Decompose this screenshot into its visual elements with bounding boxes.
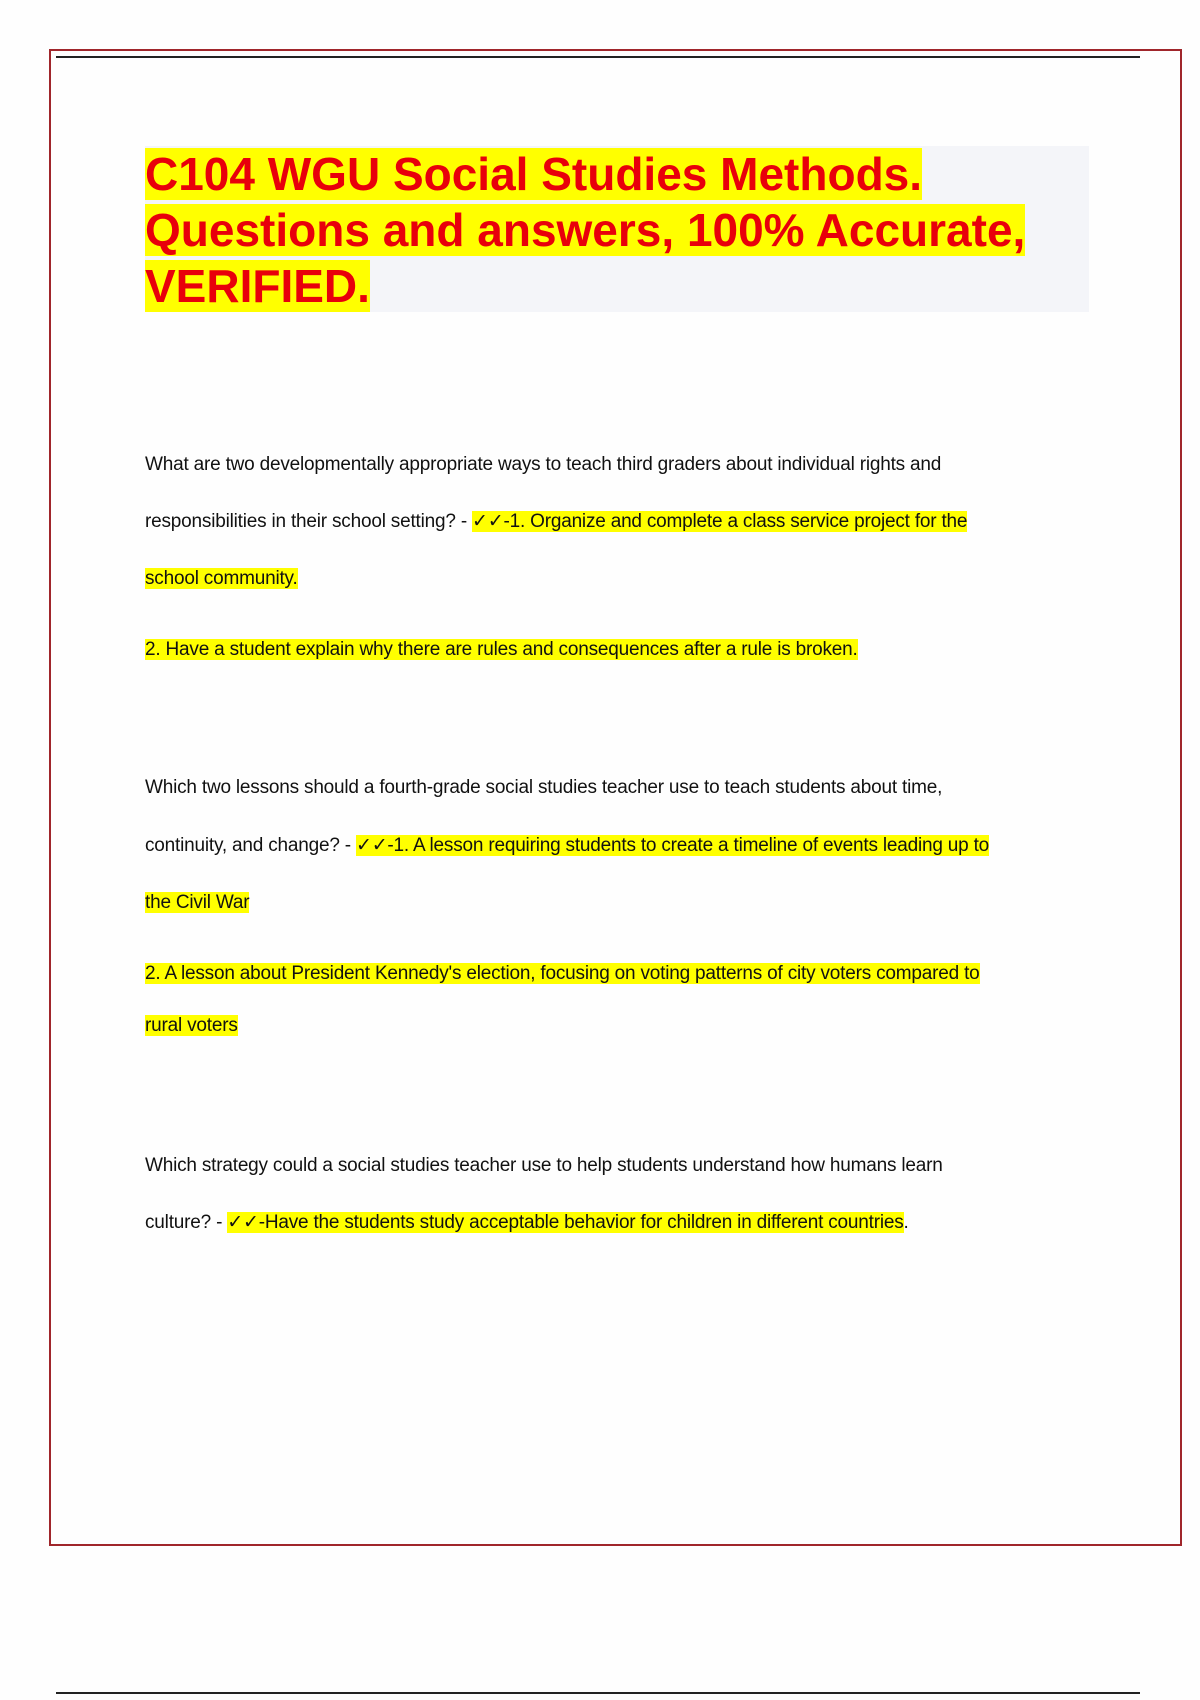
question-1-text: What are two developmentally appropriate ways to teach third graders about individual rights and bbox=[145, 454, 942, 475]
top-rule bbox=[56, 56, 1140, 58]
bottom-rule bbox=[56, 1692, 1140, 1694]
question-2-text: Which two lessons should a fourth-grade social studies teacher use to teach students about time, bbox=[145, 777, 943, 798]
answer-3: ✓✓-Have the students study acceptable behavior for children in different countries bbox=[227, 1212, 904, 1233]
document-title-line-2: Questions and answers, 100% Accurate, bbox=[145, 204, 1026, 256]
answer-1-cont: school community. bbox=[145, 568, 298, 589]
answer-2-cont: the Civil War bbox=[145, 892, 250, 913]
answer-2-item-2: 2. A lesson about President Kennedy's election, focusing on voting patterns of city voters compared to bbox=[145, 963, 980, 984]
question-3-text: Which strategy could a social studies teacher use to help students understand how humans learn bbox=[145, 1155, 943, 1176]
answer-2-item-2-cont: rural voters bbox=[145, 1015, 238, 1036]
document-title-line-1: C104 WGU Social Studies Methods. bbox=[145, 148, 923, 200]
answer-1: ✓✓-1. Organize and complete a class service project for the bbox=[472, 511, 968, 532]
question-2-text-cont: continuity, and change? - ✓✓-1. A lesson requiring students to create a timeline of events leading up to bbox=[145, 835, 990, 856]
document-title-line-3: VERIFIED. bbox=[145, 260, 370, 312]
question-3-text-cont: culture? - ✓✓-Have the students study acceptable behavior for children in different countries. bbox=[145, 1212, 909, 1233]
answer-1-item-2: 2. Have a student explain why there are rules and consequences after a rule is broken. bbox=[145, 639, 858, 660]
answer-2: ✓✓-1. A lesson requiring students to create a timeline of events leading up to bbox=[355, 835, 990, 856]
question-1-text-cont: responsibilities in their school setting? - ✓✓-1. Organize and complete a class service project for the bbox=[145, 511, 968, 532]
